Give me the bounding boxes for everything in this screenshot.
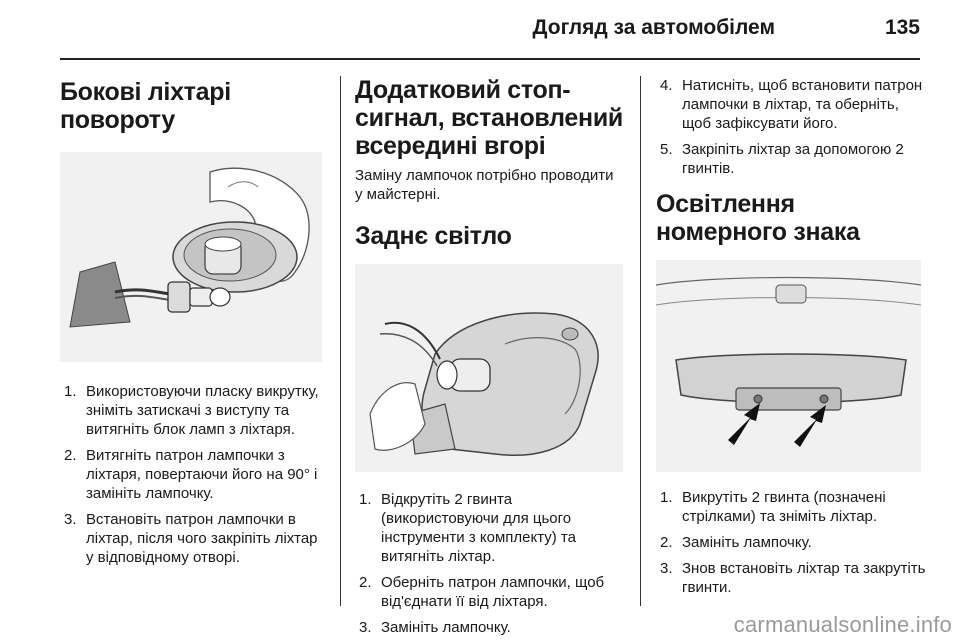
step-number: 2. [64,447,77,464]
list-item [656,559,926,597]
steps-list-continued [656,76,926,178]
step-number: 1. [660,489,673,506]
step-number: 3. [359,619,372,636]
list-item [656,488,926,526]
middle-column [355,68,625,644]
subsection-heading: Заднє світло [355,222,512,250]
list-item [355,573,625,611]
step-text: Витягніть патрон лампочки з ліхтаря, повертаючи його на 90° і замініть лампочку. [86,447,318,502]
column-divider [340,76,341,606]
step-number: 4. [660,77,673,94]
section-note: Заміну лампочок потрібно проводити у майстерні. [355,167,614,203]
section-heading: Бокові ліхтарі повороту [60,78,231,134]
step-text: Закріпіть ліхтар за допомогою 2 гвинтів. [682,141,904,177]
step-text: Оберніть патрон лампочки, щоб від'єднати її від ліхтаря. [381,574,605,610]
steps-list [60,382,325,567]
list-item [60,446,325,503]
step-text: Натисніть, щоб встановити патрон лампочки в ліхтар, та оберніть, щоб зафіксувати його. [682,77,923,132]
right-column [656,68,926,604]
list-item [355,490,625,566]
step-number: 2. [660,534,673,551]
license-plate-light-illustration [656,260,921,472]
column-divider [640,76,641,606]
list-item [656,140,926,178]
list-item [60,382,325,439]
section-heading: Освітлення номерного знака [656,190,860,246]
step-text: Використовуючи пласку викрутку, зніміть затискачі з виступу та витягніть блок ламп з ліхтаря. [86,383,319,438]
watermark: carmanualsonline.info [733,612,952,637]
step-number: 1. [64,383,77,400]
side-turn-signal-illustration [60,152,322,362]
step-text: Замініть лампочку. [381,619,511,636]
header-rule [60,58,920,60]
list-item [656,76,926,133]
step-text: Встановіть патрон лампочки в ліхтар, після чого закріпіть ліхтар у відповідному отворі. [86,511,318,566]
step-number: 3. [64,511,77,528]
step-number: 5. [660,141,673,158]
step-number: 3. [660,560,673,577]
list-item [656,533,926,552]
step-text: Відкрутіть 2 гвинта (використовуючи для цього інструменти з комплекту) та витягніть ліхтар. [381,491,576,565]
list-item [60,510,325,567]
step-text: Замініть лампочку. [682,534,812,551]
step-text: Викрутіть 2 гвинта (позначені стрілками) та зніміть ліхтар. [682,489,886,525]
list-item [355,618,625,637]
step-number: 2. [359,574,372,591]
steps-list [355,490,625,637]
rear-light-illustration [355,264,623,472]
page-header-title: Догляд за автомобілем [532,16,775,39]
section-heading: Додатковий стоп-сигнал, встановлений всередині вгорі [355,76,623,160]
step-number: 1. [359,491,372,508]
steps-list [656,488,926,597]
step-text: Знов встановіть ліхтар та закрутіть гвинти. [682,560,926,596]
page-number: 135 [884,16,920,39]
left-column [60,68,325,574]
